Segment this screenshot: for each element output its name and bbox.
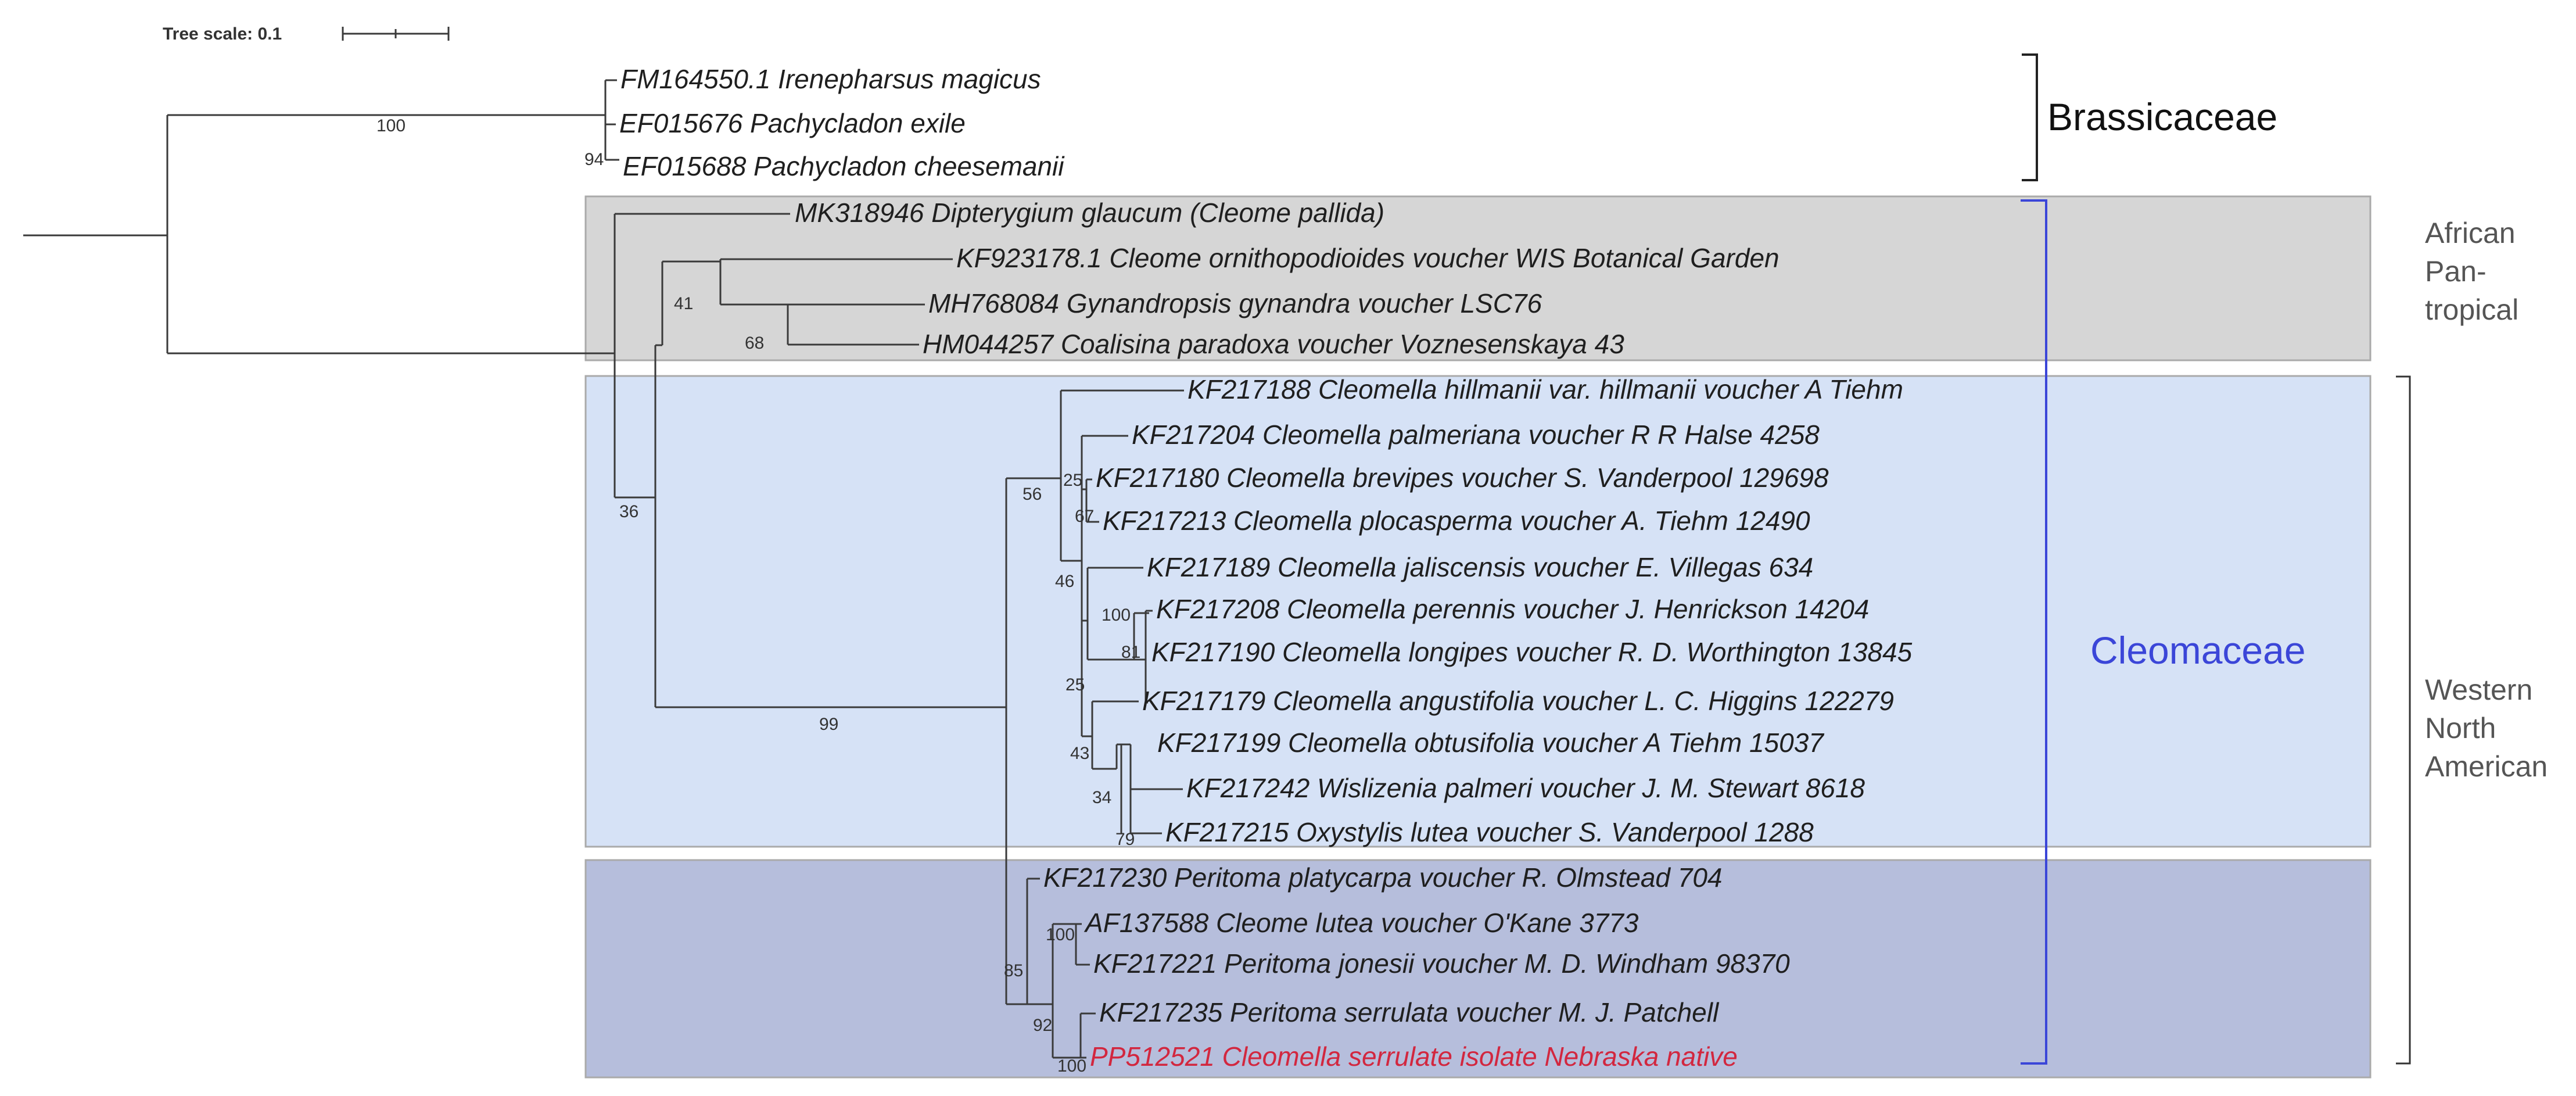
taxon-label: KF217189 Cleomella jaliscensis voucher E. Villegas 634 xyxy=(1147,552,1814,582)
support-value: 46 xyxy=(1055,572,1075,591)
taxon-label: KF217199 Cleomella obtusifolia voucher A Tiehm 15037 xyxy=(1157,728,1824,758)
taxon-label: KF923178.1 Cleome ornithopodioides voucher WIS Botanical Garden xyxy=(956,243,1779,273)
support-value: 92 xyxy=(1033,1016,1053,1035)
taxon-label-highlighted: PP512521 Cleomella serrulate isolate Nebraska native xyxy=(1090,1041,1738,1072)
taxon-label: KF217215 Oxystylis lutea voucher S. Vanderpool 1288 xyxy=(1165,817,1814,847)
support-value: 41 xyxy=(674,294,694,313)
support-value: 100 xyxy=(376,116,406,135)
taxon-label: KF217213 Cleomella plocasperma voucher A. Tiehm 12490 xyxy=(1103,506,1810,536)
brassicaceae-bracket xyxy=(2022,55,2037,180)
brassicaceae-label: Brassicaceae xyxy=(2047,95,2278,138)
taxon-label: KF217204 Cleomella palmeriana voucher R R Halse 4258 xyxy=(1132,420,1820,450)
taxon-label: KF217208 Cleomella perennis voucher J. Henrickson 14204 xyxy=(1156,594,1870,624)
taxon-label: KF217242 Wislizenia palmeri voucher J. M. Stewart 8618 xyxy=(1186,773,1865,803)
support-value: 56 xyxy=(1022,485,1042,504)
taxon-label: KF217190 Cleomella longipes voucher R. D. Worthington 13845 xyxy=(1151,637,1913,667)
support-value: 43 xyxy=(1070,744,1090,763)
taxon-label: KF217230 Peritoma platycarpa voucher R. Olmstead 704 xyxy=(1043,862,1723,893)
support-value: 25 xyxy=(1065,675,1085,694)
support-value: 67 xyxy=(1075,507,1095,526)
support-value: 81 xyxy=(1121,643,1141,662)
taxon-label: EF015688 Pachycladon cheesemanii xyxy=(623,151,1064,181)
cleomaceae-label: Cleomaceae xyxy=(2090,629,2306,672)
tree-scale-label: Tree scale: 0.1 xyxy=(163,24,282,44)
western-bracket xyxy=(2396,377,2410,1063)
support-value: 34 xyxy=(1092,788,1112,807)
support-value: 85 xyxy=(1004,961,1024,980)
support-value: 100 xyxy=(1057,1056,1087,1076)
taxon-label: KF217179 Cleomella angustifolia voucher L. C. Higgins 122279 xyxy=(1142,686,1894,716)
support-value: 25 xyxy=(1063,471,1083,490)
support-value: 68 xyxy=(745,334,765,353)
tree-scale-bar xyxy=(343,27,449,41)
taxon-label: AF137588 Cleome lutea voucher O'Kane 3773 xyxy=(1085,908,1639,938)
support-value: 36 xyxy=(619,502,639,521)
taxon-label: FM164550.1 Irenepharsus magicus xyxy=(620,64,1041,94)
taxon-label: KF217188 Cleomella hillmanii var. hillmanii voucher A Tiehm xyxy=(1187,374,1903,404)
support-value: 99 xyxy=(819,715,839,734)
african-region-label: African Pan- tropical xyxy=(2425,217,2519,326)
taxon-label: HM044257 Coalisina paradoxa voucher Voznesenskaya 43 xyxy=(923,329,1624,359)
taxon-label: MK318946 Dipterygium glaucum (Cleome pallida) xyxy=(795,198,1385,228)
taxon-label: MH768084 Gynandropsis gynandra voucher LSC76 xyxy=(928,288,1542,318)
support-value: 94 xyxy=(584,150,604,169)
support-value: 100 xyxy=(1046,925,1075,944)
support-value: 79 xyxy=(1115,830,1135,849)
taxon-label: KF217235 Peritoma serrulata voucher M. J. Patchell xyxy=(1099,997,1719,1027)
taxon-label: EF015676 Pachycladon exile xyxy=(619,108,966,138)
support-value: 100 xyxy=(1102,606,1131,625)
western-region-label: Western North American xyxy=(2425,674,2548,783)
taxon-label: KF217180 Cleomella brevipes voucher S. Vanderpool 129698 xyxy=(1096,463,1829,493)
taxon-label: KF217221 Peritoma jonesii voucher M. D. Windham 98370 xyxy=(1093,948,1790,979)
